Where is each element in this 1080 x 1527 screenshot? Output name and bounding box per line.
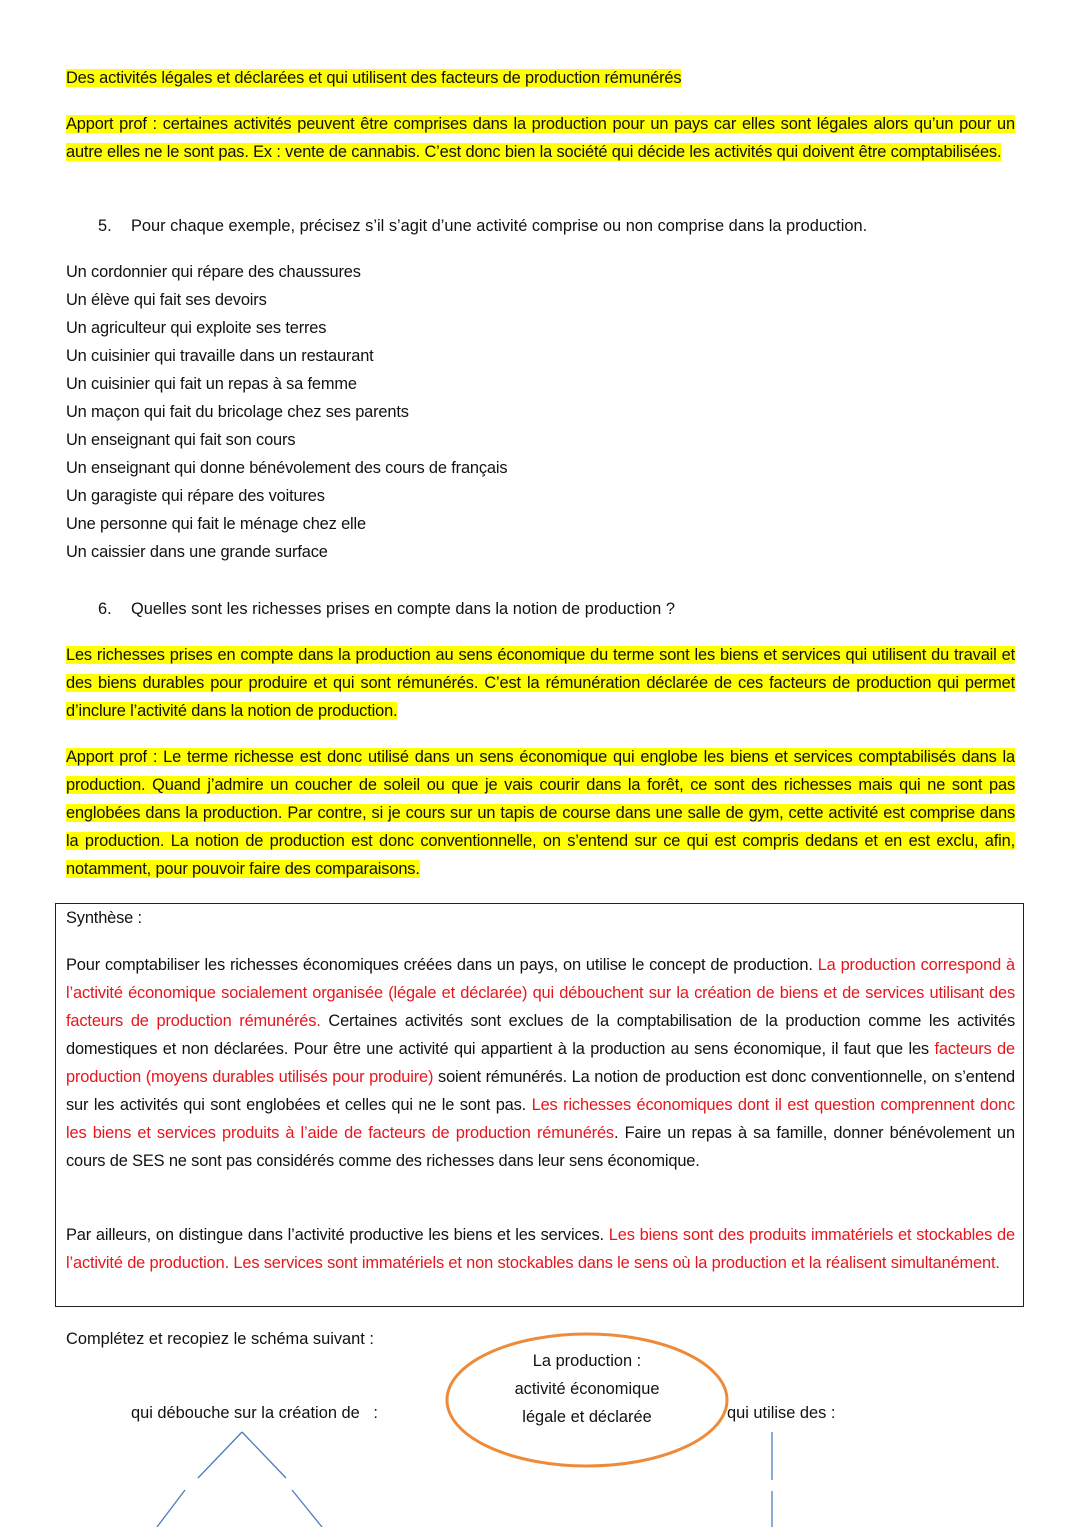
list-item: Un enseignant qui donne bénévolement des cours de français [66,459,508,477]
schema-right-label: qui utilise des : [727,1404,836,1422]
schema-left-label: qui débouche sur la création de : [131,1404,378,1422]
question-5: 5. Pour chaque exemple, précisez s’il s’agit d’une activité comprise ou non comprise dans la production. [98,217,868,235]
list-item: Un cuisinier qui fait un repas à sa femme [66,375,357,393]
branch-line [242,1432,286,1478]
apport-prof-2: Apport prof : Le terme richesse est donc utilisé dans un sens économique qui englobe les biens et services comptabilisés dans la production. Quand j’admire un coucher de soleil ou que je vais courir dans la forêt, ce sont des richesses mais qui ne sont pas englobées dans la production. Par contre, si je cours sur un tapis de course dans une salle de gym, cette activité est comprise dans la production. La notion de production est donc conventionnelle, on s’entend sur ce qui est compris dedans et en est exclu, afin, notamment, pour pouvoir faire des comparaisons. [66,748,1015,878]
list-item: Une personne qui fait le ménage chez elle [66,515,367,533]
intro-answer: Des activités légales et déclarées et qui utilisent des facteurs de production rémunérés [66,69,682,87]
branch-line [198,1432,242,1478]
branch-line [292,1490,322,1527]
list-item: Un enseignant qui fait son cours [66,431,296,449]
synthese-title: Synthèse : [66,909,142,927]
schema-center-text: La production : activité économique légale et déclarée [514,1352,660,1426]
branch-line [157,1490,185,1527]
list-item: Un cordonnier qui répare des chaussures [66,263,361,281]
list-item: Un maçon qui fait du bricolage chez ses parents [66,403,409,421]
list-item: Un caissier dans une grande surface [66,543,328,561]
list-item: Un cuisinier qui travaille dans un restaurant [66,347,374,365]
synthese-paragraph-2: Par ailleurs, on distingue dans l’activité productive les biens et les services. Les biens sont des produits immatériels et stockables de l’activité de production. Les services sont immatériels et non stockables dans le sens où la production et la réalisent simultanément. [66,1226,1015,1272]
list-item: Un garagiste qui répare des voitures [66,487,325,505]
synthese-paragraph-1: Pour comptabiliser les richesses économiques créées dans un pays, on utilise le concept de production. La production correspond à l’activité économique socialement organisée (légale et déclarée) qui débouchent sur la création de biens et de services utilisant des facteurs de production rémunérés. Certaines activités sont exclues de la comptabilisation de la production comme les activités domestiques et non déclarées. Pour être une activité qui appartient à la production au sens économique, il faut que les facteurs de production (moyens durables utilisés pour produire) soient rémunérés. La notion de production est donc conventionnelle, on s’entend sur les activités qui sont englobées et celles qui ne le sont pas. Les richesses économiques dont il est question comprennent donc les biens et services produits à l’aide de facteurs de production rémunérés. Faire un repas à sa famille, donner bénévolement un cours de SES ne sont pas considérés comme des richesses dans leur sens économique. [66,956,1016,1170]
list-item: Un élève qui fait ses devoirs [66,291,267,309]
apport-prof-1: Apport prof : certaines activités peuvent être comprises dans la production pour un pays car elles sont légales alors qu’un pour un autre elles ne le sont pas. Ex : vente de cannabis. C’est donc bien la société qui décide les activités qui doivent être comptabilisées. [66,115,1015,161]
schema-instruction: Complétez et recopiez le schéma suivant : [66,1330,374,1348]
answer-6: Les richesses prises en compte dans la production au sens économique du terme sont les biens et services qui utilisent du travail et des biens durables pour produire et qui sont rémunérés. C’est la rémunération déclarée de ces facteurs de production qui permet d’inclure l’activité dans la notion de production. [66,646,1015,720]
question-6: 6. Quelles sont les richesses prises en compte dans la notion de production ? [98,600,675,618]
list-item: Un agriculteur qui exploite ses terres [66,319,327,337]
